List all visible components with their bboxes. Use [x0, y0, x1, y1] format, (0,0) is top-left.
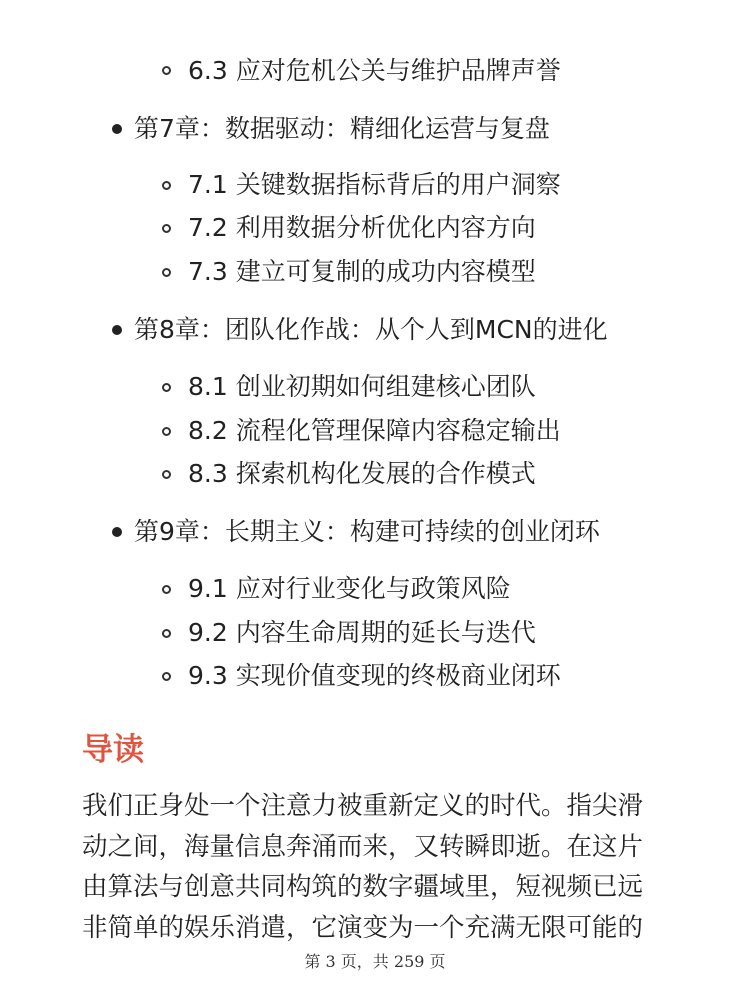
paragraph-line: 由算法与创意共同构筑的数字疆域里，短视频已远	[82, 872, 644, 902]
page-number-footer: 第 3 页，共 259 页	[304, 952, 446, 971]
toc-subsection-8-1: 8.1 创业初期如何组建核心团队	[188, 372, 536, 401]
circle-bullet-icon	[162, 181, 171, 190]
toc-subsection-8-2: 8.2 流程化管理保障内容稳定输出	[188, 416, 561, 445]
paragraph-line: 动之间，海量信息奔涌而来，又转瞬即逝。在这片	[82, 831, 644, 862]
circle-bullet-icon	[162, 672, 171, 681]
circle-bullet-icon	[162, 427, 171, 436]
paragraph-line: 非简单的娱乐消遣，它演变为一个充满无限可能的	[82, 912, 644, 943]
toc-subsection-6-3: 6.3 应对危机公关与维护品牌声誉	[188, 56, 561, 85]
circle-bullet-icon	[162, 585, 171, 594]
toc-subsection-7-1: 7.1 关键数据指标背后的用户洞察	[188, 170, 561, 199]
circle-bullet-icon	[162, 66, 171, 75]
circle-bullet-icon	[162, 629, 171, 638]
toc-chapter-8: 第8章：团队化作战：从个人到MCN的进化	[134, 315, 608, 344]
circle-bullet-icon	[162, 470, 171, 479]
disc-bullet-icon	[112, 124, 122, 134]
circle-bullet-icon	[162, 224, 171, 233]
toc-subsection-8-3: 8.3 探索机构化发展的合作模式	[188, 459, 536, 488]
toc-subsection-7-2: 7.2 利用数据分析优化内容方向	[188, 213, 536, 242]
paragraph-line: 我们正身处一个注意力被重新定义的时代。指尖滑	[82, 791, 644, 821]
toc-chapter-9: 第9章：长期主义：构建可持续的创业闭环	[134, 517, 600, 546]
intro-paragraph	[82, 786, 682, 948]
circle-bullet-icon	[162, 383, 171, 392]
toc-subsection-9-1: 9.1 应对行业变化与政策风险	[188, 574, 511, 603]
disc-bullet-icon	[112, 527, 122, 537]
toc-subsection-9-2: 9.2 内容生命周期的延长与迭代	[188, 618, 536, 647]
circle-bullet-icon	[162, 268, 171, 277]
toc-subsection-9-3: 9.3 实现价值变现的终极商业闭环	[188, 661, 561, 690]
section-heading: 导读	[82, 732, 144, 768]
toc-chapter-7: 第7章：数据驱动：精细化运营与复盘	[134, 114, 550, 143]
toc-subsection-7-3: 7.3 建立可复制的成功内容模型	[188, 257, 536, 286]
disc-bullet-icon	[112, 325, 122, 335]
